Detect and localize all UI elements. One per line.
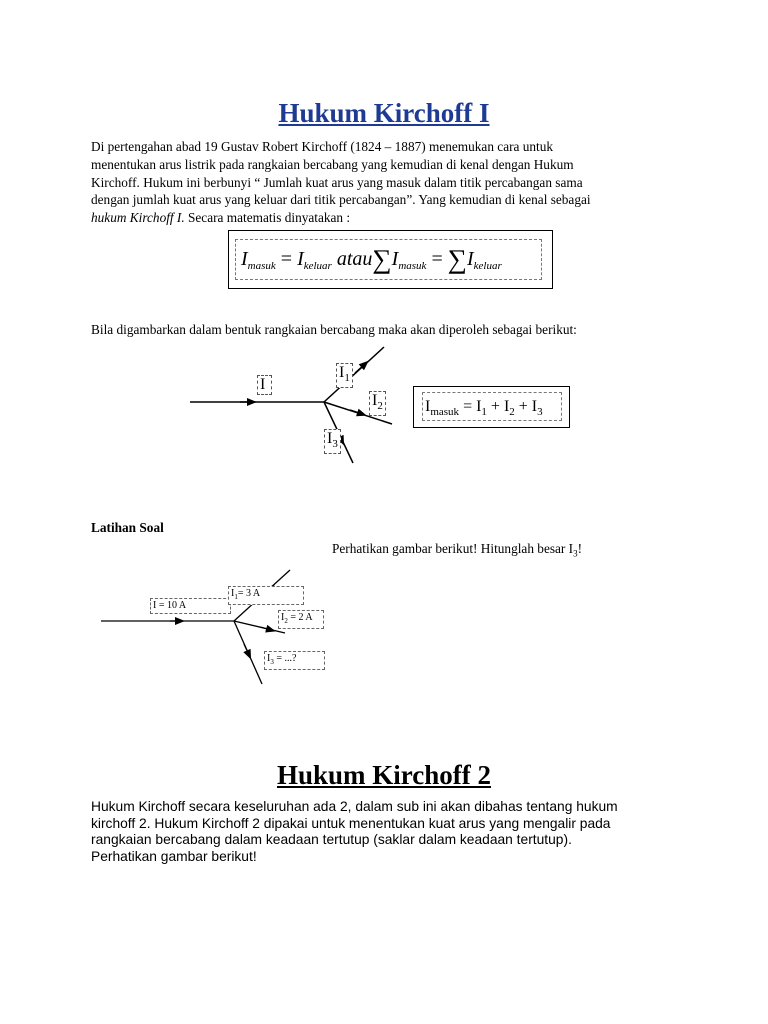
formula-symbol: I: [391, 248, 399, 270]
paragraph-text: Secara matematis dinyatakan :: [184, 210, 351, 226]
arrow-icon: [244, 644, 249, 655]
sigma-icon: ∑: [447, 244, 467, 274]
formula-symbol: I: [297, 248, 304, 270]
arrow-icon: [350, 410, 362, 414]
paragraph-line: menentukan arus listrik pada rangkaian bercabang yang kemudian di kenal dengan Hukum: [91, 156, 574, 172]
paragraph-line: rangkaian bercabang dalam keadaan tertutup (saklar dalam keadaan tertutup).: [91, 832, 572, 848]
formula-subscript: masuk: [247, 260, 276, 272]
label-i1: $I_1$: [336, 363, 353, 388]
formula-symbol: I: [466, 248, 474, 270]
formula-symbol: I: [241, 248, 248, 270]
section-title-kirchoff-2: Hukum Kirchoff 2: [276, 760, 492, 790]
arrow-icon: [355, 364, 365, 373]
formula-subscript: masuk: [398, 260, 427, 272]
sigma-icon: ∑: [372, 244, 392, 274]
exercise-heading: Latihan Soal: [91, 520, 164, 535]
label-i1: $I_1= 3$ A: [228, 586, 304, 605]
formula-subscript: keluar: [473, 260, 502, 272]
label-i-total: I = 10 A: [150, 598, 231, 614]
label-i3: $I_3$ = ...?: [264, 651, 325, 670]
paragraph-line: Perhatikan gambar berikut!: [91, 848, 257, 864]
paragraph-line: kirchoff 2. Hukum Kirchoff 2 dipakai untuk menentukan kuat arus yang mengalir pada: [91, 815, 611, 831]
section2-paragraph: [91, 799, 681, 865]
label-i2: $I_2$: [369, 391, 386, 416]
italic-term: hukum Kirchoff I.: [91, 210, 185, 226]
formula-atau: atau: [336, 248, 373, 270]
formula-subscript: keluar: [303, 260, 332, 272]
exercise-question: Perhatikan gambar berikut! Hitunglah besar $I_3$!: [332, 541, 583, 559]
diagram-intro-text: Bila digambarkan dalam bentuk rangkaian bercabang maka akan diperoleh sebagai berikut:: [91, 322, 577, 337]
formula-equals: =: [280, 248, 293, 270]
paragraph-line: Kirchoff. Hukum ini berbunyi “ Jumlah kuat arus yang masuk dalam titik percabangan sama: [91, 174, 583, 190]
arrow-icon: [260, 627, 271, 630]
paragraph-line: dengan jumlah kuat arus yang keluar dari titik percabangan”. Yang kemudian di kenal sebagai: [91, 192, 591, 208]
label-i3: $I_3$: [324, 429, 341, 454]
paragraph-line: Di pertengahan abad 19 Gustav Robert Kirchoff (1824 – 1887) menemukan cara untuk: [91, 139, 554, 154]
paragraph-line: Hukum Kirchoff secara keseluruhan ada 2, dalam sub ini akan dibahas tentang hukum: [91, 799, 618, 814]
label-i: I: [257, 375, 272, 395]
formula-equals: =: [431, 248, 443, 270]
label-i2: $I_2 = 2$ A: [278, 610, 324, 629]
section-title-kirchoff-1: Hukum Kirchoff I: [278, 98, 490, 128]
rule-equation: $I_{masuk} = I_1 + I_2 + I_3$: [422, 392, 562, 421]
